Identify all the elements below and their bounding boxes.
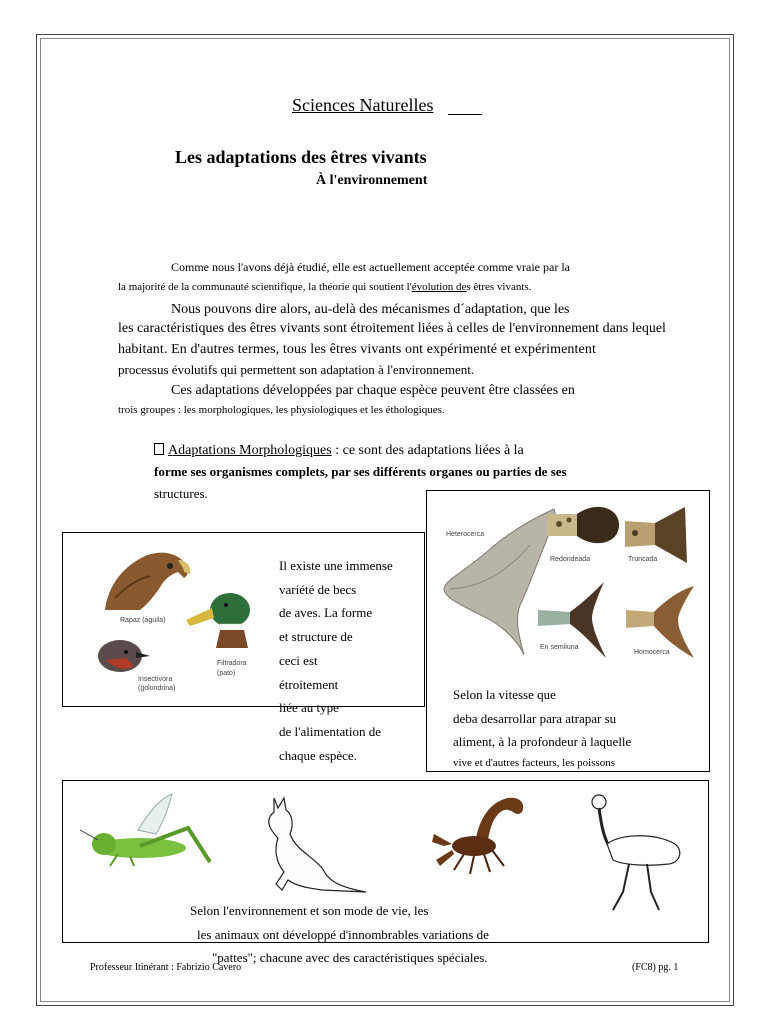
animals-caption-line-2: les animaux ont développé d'innombrables variations de bbox=[197, 927, 489, 942]
birds-text-line: de aves. La forme bbox=[279, 605, 373, 621]
intro-line-8: trois groupes : les morphologiques, les physiologiques et les éthologiques. bbox=[118, 404, 445, 416]
intro-line-4: les caractéristiques des êtres vivants sont étroitement liées à celles de l'environnement dans lequel bbox=[118, 321, 666, 336]
intro-line-2 bbox=[118, 281, 531, 293]
raptor-head-image bbox=[100, 548, 195, 613]
section-heading-rest: : ce sont des adaptations liées à la bbox=[331, 443, 524, 458]
intro-line-7: Ces adaptations développées par chaque espèce peuvent être classées en bbox=[171, 383, 575, 398]
bullet-box-icon bbox=[154, 443, 164, 455]
intro-line-2a: la majorité de la communauté scientifique, la théorie qui soutient l' bbox=[118, 281, 412, 293]
section-heading-line bbox=[154, 443, 524, 459]
section-heading: Adaptations Morphologiques bbox=[168, 443, 332, 458]
insectivore-label-2: (golondrina) bbox=[138, 685, 176, 692]
grasshopper-image bbox=[78, 790, 218, 870]
fish-text-line: deba desarrollar para atrapar su bbox=[453, 710, 617, 726]
evolution-link[interactable]: évolution de bbox=[411, 281, 467, 293]
intro-line-1: Comme nous l'avons déjà étudié, elle est actuellement acceptée comme vraie par la bbox=[171, 260, 570, 274]
insectivore-label-1: Insectívora bbox=[138, 676, 173, 683]
birds-text-line: liée au type bbox=[279, 700, 339, 716]
scorpion-image bbox=[430, 794, 534, 876]
birds-text-line: ceci est bbox=[279, 652, 318, 668]
birds-text-line: chaque espèce. bbox=[279, 747, 357, 763]
ostrich-image bbox=[585, 792, 689, 916]
document-title: Les adaptations des êtres vivants bbox=[175, 147, 427, 167]
homocerca-label: Homocerca bbox=[634, 649, 670, 656]
footer-author: Professeur Itinérant : Fabrizio Cavero bbox=[90, 962, 242, 973]
birds-text-line: Il existe une immense bbox=[279, 558, 393, 573]
animals-caption-line-3: "pattes"; chacune avec des caractéristiques spéciales. bbox=[212, 950, 488, 965]
birds-text-line: et structure de bbox=[279, 629, 353, 645]
section-line-2: forme ses organismes complets, par ses différents organes ou parties de ses bbox=[154, 464, 567, 479]
animals-caption-line-1: Selon l'environnement et son mode de vie, les bbox=[190, 903, 429, 918]
intro-line-2b: s êtres vivants. bbox=[466, 281, 532, 293]
birds-text-line: de l'alimentation de bbox=[279, 723, 381, 739]
intro-line-6: processus évolutifs qui permettent son adaptation à l'environnement. bbox=[118, 362, 475, 377]
birds-text bbox=[279, 554, 393, 767]
redondeada-label: Redondeada bbox=[550, 556, 591, 563]
swallow-head-image bbox=[96, 638, 154, 676]
fish-text-last-line: vive et d'autres facteurs, les poissons bbox=[453, 757, 616, 769]
section-line-3: structures. bbox=[154, 486, 208, 501]
heterocerca-label: Heterocerca bbox=[446, 531, 485, 538]
subject-underline-extension bbox=[448, 114, 482, 115]
truncada-label: Truncada bbox=[628, 556, 658, 563]
duck-head-image bbox=[182, 590, 257, 650]
intro-line-3: Nous pouvons dire alors, au-delà des mécanismes d´adaptation, que les bbox=[171, 302, 570, 317]
rounded-tail-image bbox=[547, 500, 621, 550]
fish-text-line: Selon la vitesse que bbox=[453, 687, 556, 702]
semiluna-label: En semiluna bbox=[540, 644, 579, 651]
subject-heading: Sciences Naturelles bbox=[292, 95, 434, 115]
birds-text-line: variété de becs bbox=[279, 581, 357, 597]
document-subtitle: À l'environnement bbox=[316, 173, 428, 188]
birds-text-line: étroitement bbox=[279, 676, 339, 692]
kangaroo-image bbox=[262, 794, 372, 894]
footer-page-number: (FC8) pg. 1 bbox=[632, 962, 679, 973]
duck-label-1: Filtradora bbox=[217, 660, 247, 667]
fish-text bbox=[453, 683, 631, 754]
fish-text-line: aliment, à la profondeur à laquelle bbox=[453, 734, 632, 750]
raptor-label: Rapaz (águila) bbox=[120, 617, 166, 624]
intro-line-5: habitant. En d'autres termes, tous les êtres vivants ont expérimenté et expérimentent bbox=[118, 342, 596, 357]
duck-label-2: (pato) bbox=[217, 670, 236, 677]
